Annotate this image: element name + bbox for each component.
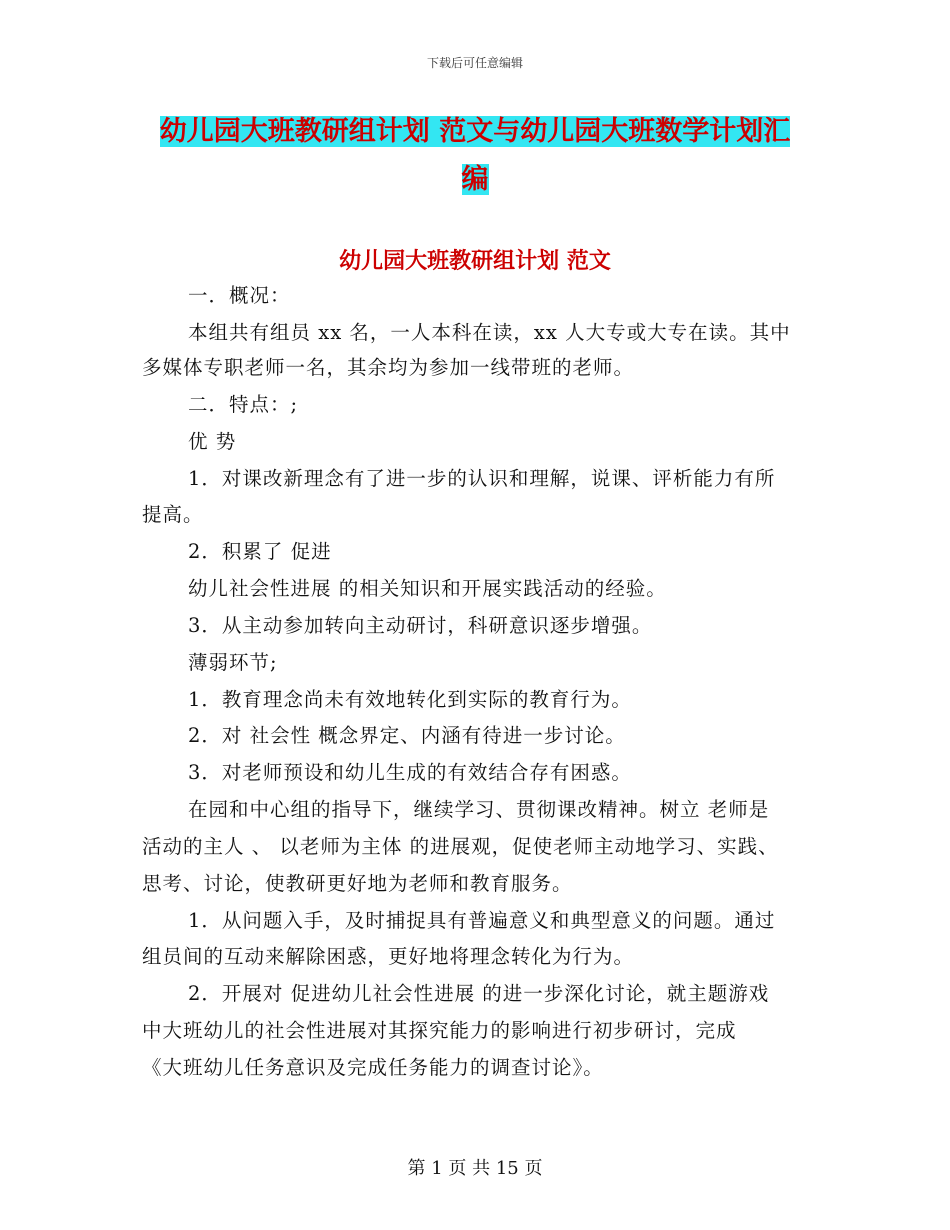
document-title [140, 108, 810, 204]
paragraph-line: 3．从主动参加转向主动研讨，科研意识逐步增强。 [188, 614, 653, 637]
paragraph-line: 2．开展对 促进幼儿社会性进展 的进一步深化讨论，就主题游戏 [188, 982, 770, 1005]
title-line-2: 编 [461, 164, 489, 195]
paragraph-line: 多媒体专职老师一名，其余均为参加一线带班的老师。 [142, 356, 635, 379]
paragraph-line: 组员间的互动来解除困惑，更好地将理念转化为行为。 [142, 945, 635, 968]
section-title: 幼儿园大班教研组计划 范文 [339, 248, 611, 274]
paragraph-line: 一．概况： [188, 284, 291, 307]
paragraph-line: 2．对 社会性 概念界定、内涵有待进一步讨论。 [188, 724, 626, 747]
paragraph-line: 本组共有组员 xx 名，一人本科在读，xx 人大专或大专在读。其中 [188, 321, 791, 344]
paragraph-line: 薄弱环节; [188, 651, 278, 674]
paragraph-line: 提高。 [142, 503, 204, 526]
paragraph-line: 思考、讨论，使教研更好地为老师和教育服务。 [142, 872, 573, 895]
paragraph-line: 幼儿社会性进展 的相关知识和开展实践活动的经验。 [188, 577, 667, 600]
paragraph-line: 优 势 [188, 430, 237, 453]
paragraph-line: 2．积累了 促进 [188, 540, 332, 563]
paragraph-line: 二．特点：; [188, 393, 299, 416]
paragraph-line: 《大班幼儿任务意识及完成任务能力的调查讨论》。 [142, 1056, 604, 1079]
page-header: 下载后可任意编辑 [426, 56, 523, 70]
paragraph-line: 在园和中心组的指导下，继续学习、贯彻课改精神。树立 老师是 [188, 798, 770, 821]
paragraph-line: 1．对课改新理念有了进一步的认识和理解，说课、评析能力有所 [188, 467, 776, 490]
paragraph-line: 3．对老师预设和幼儿生成的有效结合存有困惑。 [188, 761, 632, 784]
paragraph-line: 1．教育理念尚未有效地转化到实际的教育行为。 [188, 688, 632, 711]
title-line-1: 幼儿园大班教研组计划 范文与幼儿园大班数学计划汇 [159, 116, 791, 147]
page-footer: 第 1 页 共 15 页 [407, 1158, 543, 1179]
paragraph-line: 活动的主人 、 以老师为主体 的进展观，促使老师主动地学习、实践、 [142, 835, 779, 858]
paragraph-line: 1．从问题入手，及时捕捉具有普遍意义和典型意义的问题。通过 [188, 909, 776, 932]
paragraph-line: 中大班幼儿的社会性进展对其探究能力的影响进行初步研讨，完成 [142, 1019, 737, 1042]
